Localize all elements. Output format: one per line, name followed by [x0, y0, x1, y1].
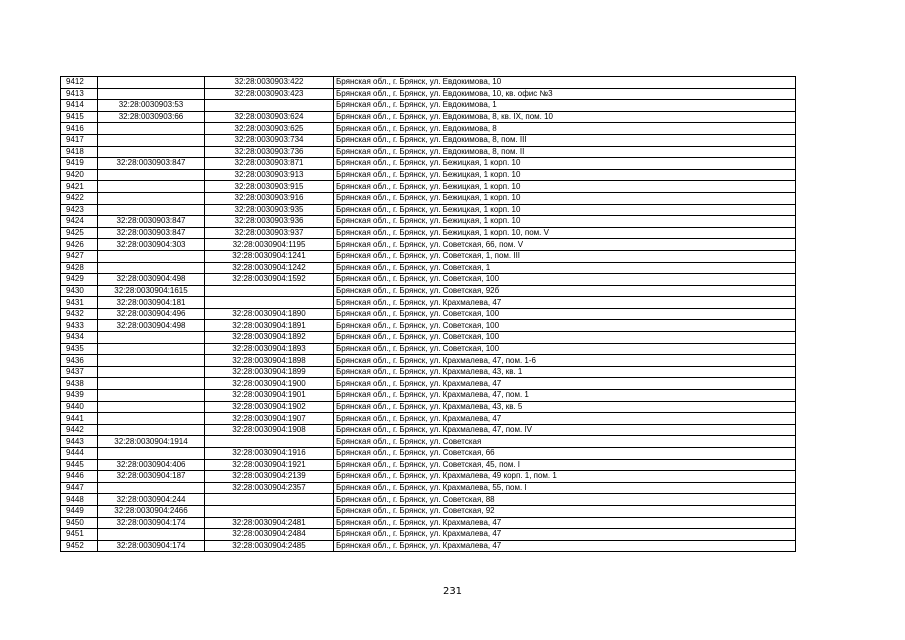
address-cell: Брянская обл., г. Брянск, ул. Крахмалева, 43, кв. 5 [334, 401, 796, 413]
previous-cadastral-number-cell: 32:28:0030904:1615 [98, 285, 205, 297]
cadastral-number-cell: 32:28:0030903:937 [205, 227, 334, 239]
previous-cadastral-number-cell: 32:28:0030904:181 [98, 297, 205, 309]
previous-cadastral-number-cell [98, 378, 205, 390]
cadastral-number-cell: 32:28:0030904:2481 [205, 517, 334, 529]
table-row [61, 181, 796, 193]
address-cell: Брянская обл., г. Брянск, ул. Крахмалева, 49 корп. 1, пом. 1 [334, 471, 796, 483]
address-cell: Брянская обл., г. Брянск, ул. Бежицкая, 1 корп. 10 [334, 192, 796, 204]
row-number-cell: 9428 [61, 262, 98, 274]
address-cell: Брянская обл., г. Брянск, ул. Советская, 88 [334, 494, 796, 506]
previous-cadastral-number-cell [98, 413, 205, 425]
address-cell: Брянская обл., г. Брянск, ул. Крахмалева, 55, пом. I [334, 482, 796, 494]
previous-cadastral-number-cell: 32:28:0030904:406 [98, 459, 205, 471]
address-cell: Брянская обл., г. Брянск, ул. Евдокимова, 10 [334, 77, 796, 89]
previous-cadastral-number-cell: 32:28:0030904:498 [98, 320, 205, 332]
row-number-cell: 9445 [61, 459, 98, 471]
previous-cadastral-number-cell: 32:28:0030904:496 [98, 308, 205, 320]
table-row [61, 517, 796, 529]
row-number-cell: 9446 [61, 471, 98, 483]
previous-cadastral-number-cell: 32:28:0030903:847 [98, 216, 205, 228]
cadastral-number-cell: 32:28:0030903:936 [205, 216, 334, 228]
cadastral-number-cell: 32:28:0030903:624 [205, 111, 334, 123]
previous-cadastral-number-cell [98, 332, 205, 344]
previous-cadastral-number-cell [98, 204, 205, 216]
cadastral-number-cell: 32:28:0030904:1902 [205, 401, 334, 413]
cadastral-number-cell: 32:28:0030904:1899 [205, 366, 334, 378]
address-cell: Брянская обл., г. Брянск, ул. Евдокимова, 8, кв. IX, пом. 10 [334, 111, 796, 123]
previous-cadastral-number-cell: 32:28:0030903:847 [98, 158, 205, 170]
cadastral-number-cell: 32:28:0030904:1195 [205, 239, 334, 251]
cadastral-number-cell: 32:28:0030903:935 [205, 204, 334, 216]
table-row [61, 320, 796, 332]
previous-cadastral-number-cell [98, 262, 205, 274]
cadastral-number-cell: 32:28:0030904:1893 [205, 343, 334, 355]
previous-cadastral-number-cell [98, 169, 205, 181]
cadastral-number-cell: 32:28:0030904:2484 [205, 529, 334, 541]
cadastral-number-cell: 32:28:0030903:916 [205, 192, 334, 204]
table-row [61, 529, 796, 541]
row-number-cell: 9430 [61, 285, 98, 297]
address-cell: Брянская обл., г. Брянск, ул. Советская, 92б [334, 285, 796, 297]
table-row [61, 169, 796, 181]
cadastral-number-cell: 32:28:0030904:1907 [205, 413, 334, 425]
cadastral-number-cell: 32:28:0030904:1891 [205, 320, 334, 332]
cadastral-number-cell [205, 297, 334, 309]
table-row [61, 297, 796, 309]
row-number-cell: 9418 [61, 146, 98, 158]
registry-table [60, 76, 796, 552]
row-number-cell: 9447 [61, 482, 98, 494]
row-number-cell: 9439 [61, 390, 98, 402]
cadastral-number-cell: 32:28:0030904:1592 [205, 274, 334, 286]
row-number-cell: 9443 [61, 436, 98, 448]
row-number-cell: 9444 [61, 448, 98, 460]
table-row [61, 332, 796, 344]
previous-cadastral-number-cell: 32:28:0030904:174 [98, 517, 205, 529]
cadastral-number-cell: 32:28:0030903:625 [205, 123, 334, 135]
table-row [61, 88, 796, 100]
previous-cadastral-number-cell: 32:28:0030903:66 [98, 111, 205, 123]
previous-cadastral-number-cell: 32:28:0030904:303 [98, 239, 205, 251]
previous-cadastral-number-cell: 32:28:0030904:174 [98, 540, 205, 552]
address-cell: Брянская обл., г. Брянск, ул. Крахмалева, 47 [334, 517, 796, 529]
table-row [61, 448, 796, 460]
row-number-cell: 9438 [61, 378, 98, 390]
address-cell: Брянская обл., г. Брянск, ул. Евдокимова, 8 [334, 123, 796, 135]
table-row [61, 505, 796, 517]
table-row [61, 111, 796, 123]
table-row [61, 540, 796, 552]
address-cell: Брянская обл., г. Брянск, ул. Советская, 100 [334, 308, 796, 320]
table-row [61, 378, 796, 390]
cadastral-number-cell: 32:28:0030904:1890 [205, 308, 334, 320]
table-row [61, 250, 796, 262]
table-row [61, 100, 796, 112]
cadastral-number-cell [205, 100, 334, 112]
address-cell: Брянская обл., г. Брянск, ул. Советская [334, 436, 796, 448]
table-row [61, 459, 796, 471]
address-cell: Брянская обл., г. Брянск, ул. Советская, 1, пом. III [334, 250, 796, 262]
cadastral-number-cell: 32:28:0030903:734 [205, 134, 334, 146]
cadastral-number-cell [205, 494, 334, 506]
row-number-cell: 9419 [61, 158, 98, 170]
cadastral-number-cell: 32:28:0030904:1892 [205, 332, 334, 344]
address-cell: Брянская обл., г. Брянск, ул. Крахмалева, 47 [334, 529, 796, 541]
row-number-cell: 9414 [61, 100, 98, 112]
previous-cadastral-number-cell [98, 192, 205, 204]
address-cell: Брянская обл., г. Брянск, ул. Крахмалева, 43, кв. 1 [334, 366, 796, 378]
table-row [61, 239, 796, 251]
cadastral-number-cell [205, 505, 334, 517]
cadastral-number-cell: 32:28:0030904:1921 [205, 459, 334, 471]
address-cell: Брянская обл., г. Брянск, ул. Бежицкая, 1 корп. 10 [334, 169, 796, 181]
address-cell: Брянская обл., г. Брянск, ул. Советская, 66, пом. V [334, 239, 796, 251]
table-row [61, 274, 796, 286]
previous-cadastral-number-cell: 32:28:0030904:498 [98, 274, 205, 286]
address-cell: Брянская обл., г. Брянск, ул. Советская, 66 [334, 448, 796, 460]
address-cell: Брянская обл., г. Брянск, ул. Крахмалева, 47 [334, 297, 796, 309]
previous-cadastral-number-cell: 32:28:0030904:1914 [98, 436, 205, 448]
cadastral-number-cell: 32:28:0030904:1241 [205, 250, 334, 262]
cadastral-number-cell: 32:28:0030903:423 [205, 88, 334, 100]
row-number-cell: 9450 [61, 517, 98, 529]
previous-cadastral-number-cell: 32:28:0030904:244 [98, 494, 205, 506]
table-row [61, 227, 796, 239]
address-cell: Брянская обл., г. Брянск, ул. Крахмалева, 47 [334, 413, 796, 425]
table-row [61, 285, 796, 297]
address-cell: Брянская обл., г. Брянск, ул. Бежицкая, 1 корп. 10 [334, 216, 796, 228]
address-cell: Брянская обл., г. Брянск, ул. Крахмалева, 47, пом. IV [334, 424, 796, 436]
table-row [61, 192, 796, 204]
cadastral-number-cell: 32:28:0030904:1242 [205, 262, 334, 274]
previous-cadastral-number-cell: 32:28:0030904:2466 [98, 505, 205, 517]
table-row [61, 123, 796, 135]
row-number-cell: 9442 [61, 424, 98, 436]
table-row [61, 471, 796, 483]
cadastral-number-cell: 32:28:0030903:915 [205, 181, 334, 193]
previous-cadastral-number-cell [98, 448, 205, 460]
address-cell: Брянская обл., г. Брянск, ул. Крахмалева, 47, пом. 1 [334, 390, 796, 402]
row-number-cell: 9427 [61, 250, 98, 262]
cadastral-number-cell: 32:28:0030904:1900 [205, 378, 334, 390]
address-cell: Брянская обл., г. Брянск, ул. Бежицкая, 1 корп. 10 [334, 181, 796, 193]
cadastral-number-cell: 32:28:0030903:871 [205, 158, 334, 170]
cadastral-number-cell [205, 436, 334, 448]
row-number-cell: 9412 [61, 77, 98, 89]
row-number-cell: 9435 [61, 343, 98, 355]
table-row [61, 77, 796, 89]
address-cell: Брянская обл., г. Брянск, ул. Бежицкая, 1 корп. 10 [334, 158, 796, 170]
address-cell: Брянская обл., г. Брянск, ул. Евдокимова, 10, кв. офис №3 [334, 88, 796, 100]
address-cell: Брянская обл., г. Брянск, ул. Советская, 92 [334, 505, 796, 517]
row-number-cell: 9423 [61, 204, 98, 216]
previous-cadastral-number-cell [98, 77, 205, 89]
row-number-cell: 9420 [61, 169, 98, 181]
row-number-cell: 9429 [61, 274, 98, 286]
row-number-cell: 9421 [61, 181, 98, 193]
previous-cadastral-number-cell [98, 343, 205, 355]
row-number-cell: 9417 [61, 134, 98, 146]
address-cell: Брянская обл., г. Брянск, ул. Крахмалева, 47, пом. 1-6 [334, 355, 796, 367]
previous-cadastral-number-cell [98, 355, 205, 367]
row-number-cell: 9440 [61, 401, 98, 413]
address-cell: Брянская обл., г. Брянск, ул. Советская, 45, пом. I [334, 459, 796, 471]
address-cell: Брянская обл., г. Брянск, ул. Евдокимова, 8, пом. II [334, 146, 796, 158]
row-number-cell: 9452 [61, 540, 98, 552]
address-cell: Брянская обл., г. Брянск, ул. Евдокимова, 8, пом. III [334, 134, 796, 146]
cadastral-number-cell: 32:28:0030904:1898 [205, 355, 334, 367]
address-cell: Брянская обл., г. Брянск, ул. Крахмалева, 47 [334, 540, 796, 552]
row-number-cell: 9436 [61, 355, 98, 367]
table-row [61, 343, 796, 355]
row-number-cell: 9441 [61, 413, 98, 425]
previous-cadastral-number-cell [98, 390, 205, 402]
previous-cadastral-number-cell [98, 529, 205, 541]
cadastral-number-cell: 32:28:0030904:2357 [205, 482, 334, 494]
table-row [61, 401, 796, 413]
address-cell: Брянская обл., г. Брянск, ул. Евдокимова, 1 [334, 100, 796, 112]
address-cell: Брянская обл., г. Брянск, ул. Бежицкая, 1 корп. 10, пом. V [334, 227, 796, 239]
address-cell: Брянская обл., г. Брянск, ул. Бежицкая, 1 корп. 10 [334, 204, 796, 216]
table-row [61, 494, 796, 506]
row-number-cell: 9413 [61, 88, 98, 100]
address-cell: Брянская обл., г. Брянск, ул. Советская, 1 [334, 262, 796, 274]
previous-cadastral-number-cell [98, 401, 205, 413]
previous-cadastral-number-cell [98, 181, 205, 193]
table-row [61, 424, 796, 436]
previous-cadastral-number-cell [98, 134, 205, 146]
row-number-cell: 9431 [61, 297, 98, 309]
row-number-cell: 9437 [61, 366, 98, 378]
previous-cadastral-number-cell [98, 424, 205, 436]
address-cell: Брянская обл., г. Брянск, ул. Советская, 100 [334, 320, 796, 332]
cadastral-number-cell: 32:28:0030904:2139 [205, 471, 334, 483]
row-number-cell: 9425 [61, 227, 98, 239]
table-row [61, 134, 796, 146]
cadastral-number-cell: 32:28:0030903:913 [205, 169, 334, 181]
row-number-cell: 9449 [61, 505, 98, 517]
cadastral-number-cell: 32:28:0030904:1901 [205, 390, 334, 402]
row-number-cell: 9451 [61, 529, 98, 541]
previous-cadastral-number-cell: 32:28:0030904:187 [98, 471, 205, 483]
cadastral-number-cell [205, 285, 334, 297]
row-number-cell: 9424 [61, 216, 98, 228]
row-number-cell: 9432 [61, 308, 98, 320]
cadastral-number-cell: 32:28:0030904:1916 [205, 448, 334, 460]
row-number-cell: 9434 [61, 332, 98, 344]
previous-cadastral-number-cell [98, 146, 205, 158]
table-row [61, 308, 796, 320]
row-number-cell: 9415 [61, 111, 98, 123]
cadastral-number-cell: 32:28:0030904:1908 [205, 424, 334, 436]
row-number-cell: 9433 [61, 320, 98, 332]
table-row [61, 413, 796, 425]
table-row [61, 390, 796, 402]
table-row [61, 482, 796, 494]
address-cell: Брянская обл., г. Брянск, ул. Крахмалева, 47 [334, 378, 796, 390]
table-row [61, 366, 796, 378]
previous-cadastral-number-cell: 32:28:0030903:847 [98, 227, 205, 239]
table-row [61, 355, 796, 367]
address-cell: Брянская обл., г. Брянск, ул. Советская, 100 [334, 343, 796, 355]
previous-cadastral-number-cell [98, 250, 205, 262]
previous-cadastral-number-cell [98, 482, 205, 494]
row-number-cell: 9422 [61, 192, 98, 204]
table-row [61, 146, 796, 158]
previous-cadastral-number-cell [98, 366, 205, 378]
cadastral-number-cell: 32:28:0030903:736 [205, 146, 334, 158]
table-row [61, 158, 796, 170]
table-row [61, 204, 796, 216]
table-row [61, 262, 796, 274]
registry-table-body [61, 77, 796, 552]
previous-cadastral-number-cell [98, 123, 205, 135]
page-number: 231 [442, 586, 463, 597]
address-cell: Брянская обл., г. Брянск, ул. Советская, 100 [334, 332, 796, 344]
row-number-cell: 9416 [61, 123, 98, 135]
address-cell: Брянская обл., г. Брянск, ул. Советская, 100 [334, 274, 796, 286]
cadastral-number-cell: 32:28:0030904:2485 [205, 540, 334, 552]
table-row [61, 216, 796, 228]
table-row [61, 436, 796, 448]
row-number-cell: 9426 [61, 239, 98, 251]
previous-cadastral-number-cell [98, 88, 205, 100]
previous-cadastral-number-cell: 32:28:0030903:53 [98, 100, 205, 112]
cadastral-number-cell: 32:28:0030903:422 [205, 77, 334, 89]
row-number-cell: 9448 [61, 494, 98, 506]
